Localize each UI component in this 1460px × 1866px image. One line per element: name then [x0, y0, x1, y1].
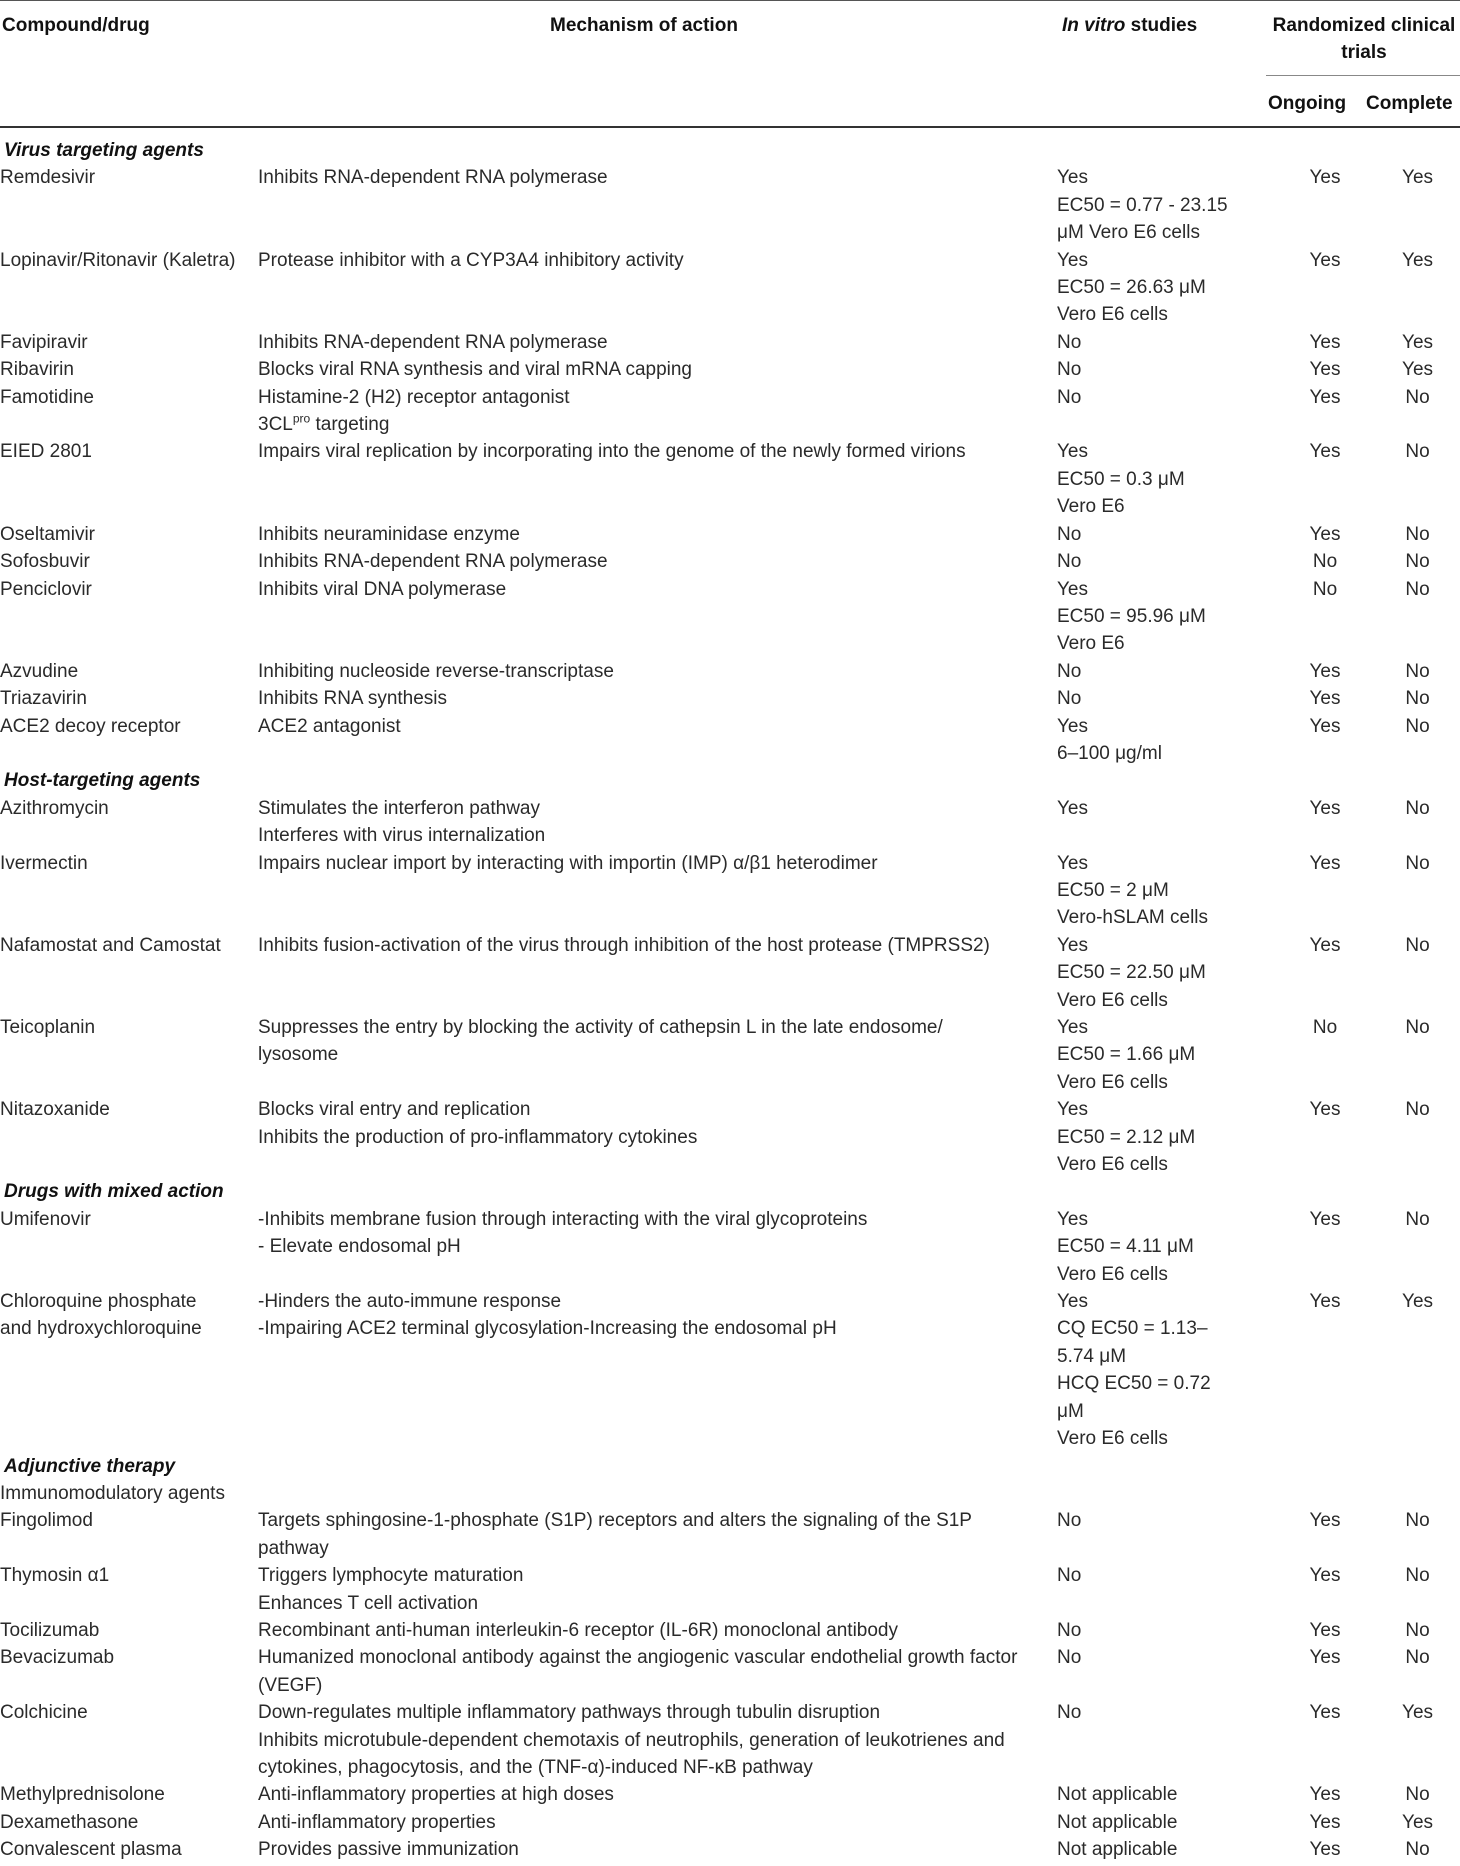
drug-name-cell: Ribavirin [0, 359, 74, 381]
drug-name-cell: Colchicine [0, 1702, 88, 1724]
ongoing-trial-cell: No [1312, 551, 1338, 573]
table-row [0, 164, 1460, 246]
mechanism-cell: Suppresses the entry by blocking the activity of cathepsin L in the late endosome/ lysosome [258, 1017, 943, 1066]
in-vitro-cell: Yes EC50 = 95.96 μM Vero E6 [1057, 578, 1206, 655]
ongoing-trial-cell: Yes [1309, 660, 1341, 682]
drug-name-cell: Triazavirin [0, 688, 87, 710]
table-row [0, 1014, 1460, 1096]
table-row [0, 1836, 1460, 1863]
in-vitro-cell: Yes EC50 = 4.11 μM Vero E6 cells [1057, 1208, 1194, 1285]
table-row [0, 658, 1460, 685]
complete-trial-cell: No [1405, 797, 1430, 819]
in-vitro-cell: No [1057, 359, 1082, 381]
drug-name-cell: Bevacizumab [0, 1647, 115, 1669]
header-invitro-italic: In vitro [1062, 15, 1126, 36]
complete-trial-cell: Yes [1402, 331, 1434, 353]
ongoing-trial-cell: Yes [1309, 249, 1341, 271]
in-vitro-cell: No [1057, 386, 1082, 408]
table-row [0, 1507, 1460, 1562]
drug-name-cell: Chloroquine phosphate and hydroxychloroquine [0, 1291, 202, 1340]
ongoing-trial-cell: Yes [1309, 1208, 1341, 1230]
complete-trial-cell: No [1405, 1565, 1430, 1587]
drug-name-cell: Fingolimod [0, 1510, 93, 1532]
ongoing-trial-cell: Yes [1309, 167, 1341, 189]
header-invitro-rest: studies [1125, 15, 1198, 36]
in-vitro-cell: Not applicable [1057, 1784, 1178, 1806]
complete-trial-cell: No [1405, 1839, 1430, 1861]
complete-trial-cell: Yes [1402, 249, 1434, 271]
complete-trial-cell: No [1405, 578, 1430, 600]
in-vitro-cell: No [1057, 688, 1082, 710]
drug-name-cell: Ivermectin [0, 852, 88, 874]
mechanism-cell: Blocks viral RNA synthesis and viral mRNA capping [258, 359, 693, 381]
complete-trial-cell: No [1405, 386, 1430, 408]
in-vitro-cell: Yes [1057, 797, 1088, 819]
header-complete: Complete [1366, 93, 1453, 114]
section-title: Host-targeting agents [4, 770, 201, 792]
table-row [0, 1480, 1460, 1507]
section-title: Virus targeting agents [4, 140, 204, 161]
ongoing-trial-cell: Yes [1309, 1619, 1341, 1641]
drug-name-cell: Azvudine [0, 660, 79, 682]
table-row [0, 384, 1460, 439]
table-row [0, 1288, 1460, 1452]
in-vitro-cell: Yes EC50 = 0.3 μM Vero E6 [1057, 441, 1185, 518]
in-vitro-cell: Yes EC50 = 2.12 μM Vero E6 cells [1057, 1099, 1196, 1176]
mechanism-cell: Inhibits viral DNA polymerase [258, 578, 507, 600]
complete-trial-cell: No [1405, 934, 1430, 956]
drug-name-cell: Methylprednisolone [0, 1784, 165, 1806]
ongoing-trial-cell: Yes [1309, 523, 1341, 545]
section-row [0, 767, 1460, 794]
complete-trial-cell: No [1405, 523, 1430, 545]
drug-name-cell: Penciclovir [0, 578, 92, 600]
header-rct [1266, 12, 1460, 66]
rct-subheader-rule [1266, 75, 1460, 76]
mechanism-cell: Inhibits RNA-dependent RNA polymerase [258, 167, 608, 189]
complete-trial-cell: No [1405, 1784, 1430, 1806]
mechanism-cell: -Hinders the auto-immune response -Impairing ACE2 terminal glycosylation-Increasing the endosomal pH [258, 1291, 837, 1340]
complete-trial-cell: No [1405, 715, 1430, 737]
mechanism-cell: Triggers lymphocyte maturation Enhances T cell activation [258, 1565, 524, 1614]
mechanism-superscript: pro [292, 411, 311, 426]
mechanism-cell: Inhibiting nucleoside reverse-transcriptase [258, 660, 614, 682]
mechanism-cell: Blocks viral entry and replication Inhibits the production of pro-inflammatory cytokines [258, 1099, 698, 1148]
mechanism-cell: Humanized monoclonal antibody against the angiogenic vascular endothelial growth factor (VEGF) [258, 1647, 1018, 1696]
drug-name-cell: Dexamethasone [0, 1811, 139, 1833]
in-vitro-cell: No [1057, 1619, 1082, 1641]
complete-trial-cell: Yes [1402, 359, 1434, 381]
drug-table-body [0, 137, 1460, 1864]
mechanism-cell: Inhibits neuraminidase enzyme [258, 523, 520, 545]
table-row [0, 1206, 1460, 1288]
drug-name-cell: Remdesivir [0, 167, 96, 189]
in-vitro-cell: No [1057, 331, 1082, 353]
in-vitro-cell: No [1057, 523, 1082, 545]
drug-name-cell: Umifenovir [0, 1208, 91, 1230]
table-row [0, 329, 1460, 356]
complete-trial-cell: No [1405, 1208, 1430, 1230]
table-row [0, 1644, 1460, 1699]
section-row [0, 1178, 1460, 1205]
in-vitro-cell: Yes EC50 = 22.50 μM Vero E6 cells [1057, 934, 1206, 1011]
header-invitro [1062, 12, 1197, 39]
table-row [0, 1809, 1460, 1836]
mechanism-cell: Protease inhibitor with a CYP3A4 inhibitory activity [258, 249, 684, 271]
in-vitro-cell: No [1057, 1647, 1082, 1669]
table-row [0, 521, 1460, 548]
mechanism-cell: Stimulates the interferon pathway Interferes with virus internalization [258, 797, 546, 847]
header-rule [0, 126, 1460, 128]
table-row [0, 247, 1460, 329]
ongoing-trial-cell: Yes [1309, 386, 1341, 408]
drug-name-cell: Thymosin α1 [0, 1565, 110, 1587]
mechanism-cell: Provides passive immunization [258, 1839, 519, 1861]
header-rct-line1: Randomized clinical [1272, 15, 1456, 36]
complete-trial-cell: No [1405, 852, 1430, 874]
drug-name-cell: Nitazoxanide [0, 1099, 110, 1121]
drug-name-cell: EIED 2801 [0, 441, 92, 463]
table-row [0, 356, 1460, 383]
top-rule [0, 0, 1460, 1]
drug-name-cell: ACE2 decoy receptor [0, 715, 181, 737]
ongoing-trial-cell: Yes [1309, 715, 1341, 737]
mechanism-text: 3CL [258, 414, 293, 436]
ongoing-trial-cell: Yes [1309, 1811, 1341, 1833]
mechanism-cell: -Inhibits membrane fusion through interacting with the viral glycoproteins - Elevate endosomal pH [258, 1208, 868, 1258]
mechanism-line: Histamine-2 (H2) receptor antagonist [258, 386, 570, 408]
mechanism-cell [258, 384, 1057, 439]
ongoing-trial-cell: Yes [1309, 1510, 1341, 1532]
table-row [0, 1096, 1460, 1178]
table-row [0, 548, 1460, 575]
table-row [0, 850, 1460, 932]
in-vitro-cell: Not applicable [1057, 1839, 1178, 1861]
header-ongoing: Ongoing [1268, 93, 1347, 114]
in-vitro-cell [1057, 1480, 1275, 1507]
drug-name-cell: Sofosbuvir [0, 551, 90, 573]
complete-trial-cell: Yes [1402, 167, 1434, 189]
ongoing-trial-cell: Yes [1309, 1702, 1341, 1724]
complete-trial-cell: No [1405, 441, 1430, 463]
in-vitro-cell: Yes 6–100 μg/ml [1057, 715, 1162, 764]
mechanism-cell: Impairs nuclear import by interacting with importin (IMP) α/β1 heterodimer [258, 852, 878, 874]
drug-name-cell: Oseltamivir [0, 523, 96, 545]
table-row [0, 1781, 1460, 1808]
table-row [0, 795, 1460, 850]
ongoing-trial-cell: Yes [1309, 797, 1341, 819]
mechanism-cell: Recombinant anti-human interleukin-6 receptor (IL-6R) monoclonal antibody [258, 1619, 898, 1641]
in-vitro-cell: No [1057, 1565, 1082, 1587]
mechanism-cell: Inhibits RNA-dependent RNA polymerase [258, 551, 608, 573]
in-vitro-cell: Yes CQ EC50 = 1.13– 5.74 μM HCQ EC50 = 0.72 μM Vero E6 cells [1057, 1291, 1211, 1450]
drug-name-cell: Tocilizumab [0, 1619, 100, 1641]
mechanism-text: targeting [310, 414, 390, 436]
ongoing-trial-cell: Yes [1309, 934, 1341, 956]
mechanism-cell: Targets sphingosine-1-phosphate (S1P) receptors and alters the signaling of the S1P pathway [258, 1510, 972, 1559]
table-row [0, 1617, 1460, 1644]
in-vitro-cell: No [1057, 660, 1082, 682]
drug-name-cell: Famotidine [0, 386, 94, 408]
mechanism-cell: Inhibits fusion-activation of the virus through inhibition of the host protease (TMPRSS2) [258, 934, 990, 956]
mechanism-cell: ACE2 antagonist [258, 715, 401, 737]
complete-trial-cell: No [1405, 688, 1430, 710]
drug-table [0, 137, 1460, 1864]
complete-trial-cell [1375, 1480, 1460, 1507]
complete-trial-cell: Yes [1402, 1811, 1434, 1833]
mechanism-cell: Anti-inflammatory properties at high doses [258, 1784, 614, 1806]
table-row [0, 576, 1460, 658]
complete-trial-cell: No [1405, 551, 1430, 573]
table-row [0, 438, 1460, 520]
complete-trial-cell: No [1405, 1017, 1430, 1038]
complete-trial-cell: No [1405, 1647, 1430, 1669]
mechanism-line [258, 411, 1057, 438]
header-rct-line2: trials [1341, 42, 1387, 63]
in-vitro-cell: No [1057, 1510, 1082, 1532]
complete-trial-cell: No [1405, 1099, 1430, 1121]
header-compound: Compound/drug [2, 15, 150, 36]
in-vitro-cell: Yes EC50 = 26.63 μM Vero E6 cells [1057, 249, 1206, 326]
table-row [0, 1562, 1460, 1617]
ongoing-trial-cell: Yes [1309, 688, 1341, 710]
section-title: Adjunctive therapy [4, 1455, 176, 1477]
drug-name-cell: Nafamostat and Camostat [0, 934, 221, 956]
mechanism-cell: Inhibits RNA-dependent RNA polymerase [258, 331, 608, 353]
ongoing-trial-cell: Yes [1309, 1784, 1341, 1806]
table-row [0, 1699, 1460, 1781]
in-vitro-cell: Yes EC50 = 1.66 μM Vero E6 cells [1057, 1017, 1196, 1093]
drug-name-cell: Favipiravir [0, 331, 88, 353]
section-row [0, 1453, 1460, 1480]
drug-name-cell: Convalescent plasma [0, 1839, 182, 1861]
ongoing-trial-cell: Yes [1309, 1839, 1341, 1861]
drug-name-cell: Lopinavir/Ritonavir (Kaletra) [0, 249, 236, 271]
complete-trial-cell: No [1405, 660, 1430, 682]
ongoing-trial-cell: Yes [1309, 1647, 1341, 1669]
in-vitro-cell: Not applicable [1057, 1811, 1178, 1833]
in-vitro-cell: Yes EC50 = 0.77 - 23.15 μM Vero E6 cells [1057, 167, 1228, 244]
mechanism-cell [258, 1480, 1057, 1507]
in-vitro-cell: Yes EC50 = 2 μM Vero-hSLAM cells [1057, 852, 1209, 929]
mechanism-cell: Down-regulates multiple inflammatory pathways through tubulin disruption Inhibits microtubule-dependent chemotaxis of neutrophils, generation of leukotrienes and cytokines, phagocytosis, and the (TNF-α)-induced NF-κB pathway [258, 1702, 1005, 1778]
drug-name-cell: Azithromycin [0, 797, 109, 819]
ongoing-trial-cell: Yes [1309, 441, 1341, 463]
ongoing-trial-cell: Yes [1309, 1291, 1341, 1313]
drug-name-cell: Immunomodulatory agents [0, 1482, 225, 1504]
header-mechanism: Mechanism of action [550, 15, 738, 36]
ongoing-trial-cell: Yes [1309, 1099, 1341, 1121]
ongoing-trial-cell [1275, 1480, 1375, 1507]
in-vitro-cell: No [1057, 551, 1082, 573]
complete-trial-cell: No [1405, 1510, 1430, 1532]
ongoing-trial-cell: Yes [1309, 1565, 1341, 1587]
drug-name-cell: Teicoplanin [0, 1017, 96, 1038]
complete-trial-cell: No [1405, 1619, 1430, 1641]
ongoing-trial-cell: Yes [1309, 331, 1341, 353]
mechanism-cell: Inhibits RNA synthesis [258, 688, 448, 710]
table-row [0, 932, 1460, 1014]
table-row [0, 713, 1460, 768]
complete-trial-cell: Yes [1402, 1702, 1434, 1724]
mechanism-cell: Impairs viral replication by incorporating into the genome of the newly formed virions [258, 441, 966, 463]
ongoing-trial-cell: Yes [1309, 359, 1341, 381]
mechanism-cell: Anti-inflammatory properties [258, 1811, 496, 1833]
ongoing-trial-cell: Yes [1309, 852, 1341, 874]
table-row [0, 685, 1460, 712]
in-vitro-cell: No [1057, 1702, 1082, 1724]
section-row [0, 137, 1460, 164]
complete-trial-cell: Yes [1402, 1291, 1434, 1313]
section-title: Drugs with mixed action [4, 1181, 224, 1203]
ongoing-trial-cell: No [1312, 1017, 1338, 1038]
ongoing-trial-cell: No [1312, 578, 1338, 600]
